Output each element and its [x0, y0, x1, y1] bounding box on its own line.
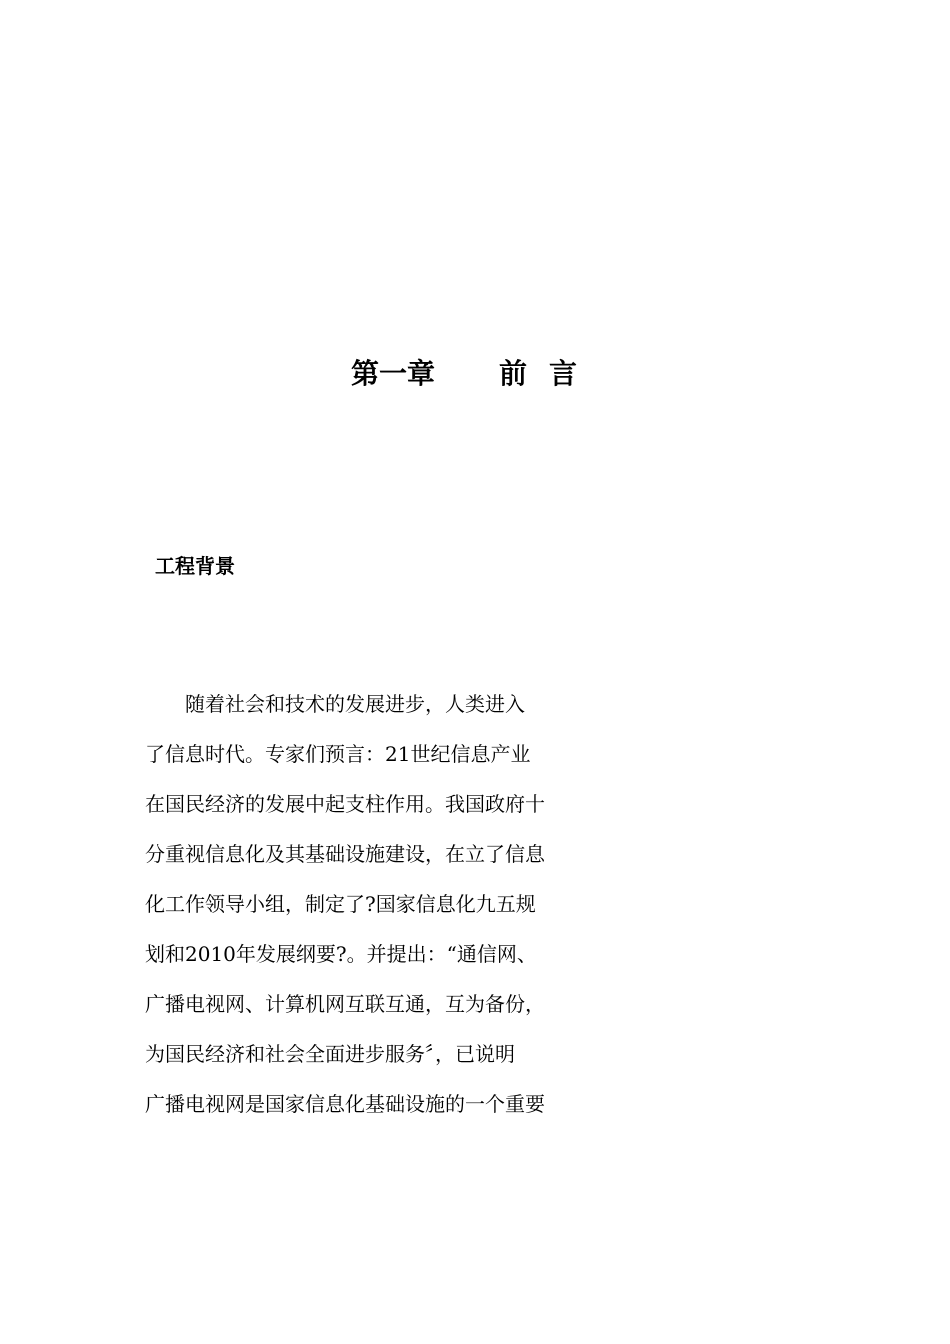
body-line-3: 在国民经济的发展中起支柱作用。我国政府十: [145, 792, 545, 816]
body-line-5: 化工作领导小组，制定了?国家信息化九五规: [145, 892, 536, 916]
body-line-8: 为国民经济和社会全面进步服务〞，已说明: [145, 1042, 515, 1066]
body-line-1: 随着社会和技术的发展进步，人类进入: [145, 692, 525, 716]
body-paragraph: [145, 684, 835, 1134]
body-line-9: 广播电视网是国家信息化基础设施的一个重要: [145, 1092, 545, 1116]
body-line-2: 了信息时代。专家们预言：21世纪信息产业: [145, 742, 531, 766]
body-line-4: 分重视信息化及其基础设施建设，在立了信息: [145, 842, 545, 866]
chapter-name: 前言: [499, 357, 600, 390]
section-heading: 工程背景: [155, 554, 235, 578]
body-line-7: 广播电视网、计算机网互联互通，互为备份，: [145, 992, 545, 1016]
body-line-6: 划和2010年发展纲要?。并提出：“通信网、: [145, 942, 537, 966]
chapter-heading: [0, 352, 950, 396]
chapter-number-label: 第一章: [350, 357, 435, 390]
